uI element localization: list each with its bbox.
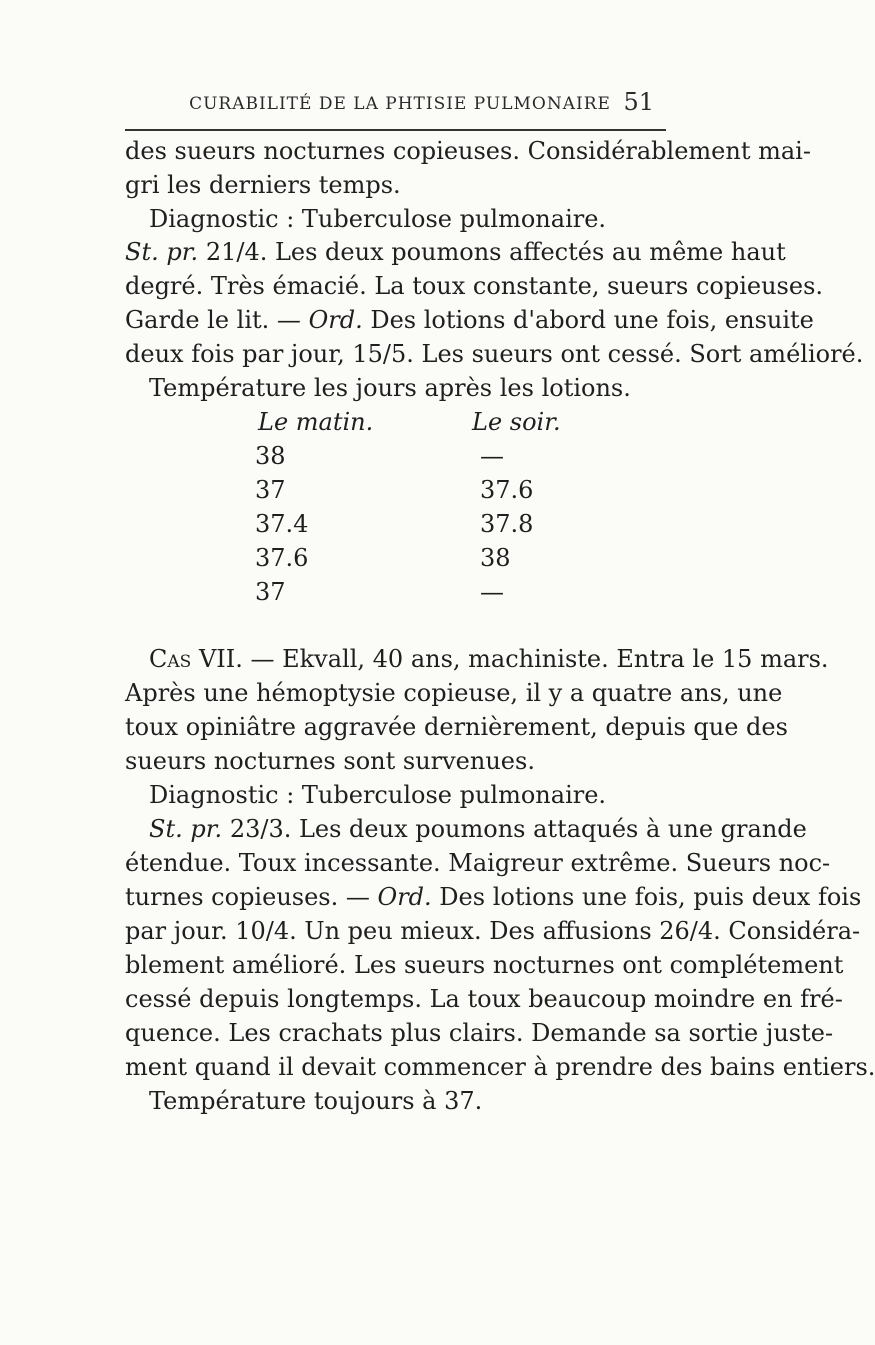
- text-line: quence. Les crachats plus clairs. Demande sa sortie juste-: [125, 1019, 834, 1047]
- ordonnance-abbreviation: Ord.: [308, 306, 363, 334]
- table-cell-evening: 37.6: [480, 476, 534, 504]
- text-line: étendue. Toux incessante. Maigreur extrême. Sueurs noc-: [125, 849, 831, 877]
- table-cell-evening: —: [480, 578, 504, 606]
- table-cell-evening: 38: [480, 544, 511, 572]
- diagnosis-line: Diagnostic : Tuberculose pulmonaire.: [149, 205, 607, 233]
- text-line: turnes copieuses. — Ord. Des lotions une fois, puis deux fois: [125, 883, 862, 911]
- case-label: Cas: [149, 645, 192, 673]
- text-line: Après une hémoptysie copieuse, il y a quatre ans, une: [125, 679, 783, 707]
- text-line: sueurs nocturnes sont survenues.: [125, 747, 535, 775]
- table-cell-morning: 37: [255, 578, 286, 606]
- table-cell-morning: 38: [255, 442, 286, 470]
- text-line: des sueurs nocturnes copieuses. Considérablement mai-: [125, 137, 811, 165]
- running-title: CURABILITÉ DE LA PHTISIE PULMONAIRE: [189, 94, 611, 114]
- text-line: St. pr. 23/3. Les deux poumons attaqués à une grande: [149, 815, 807, 843]
- text-line: cessé depuis longtemps. La toux beaucoup moindre en fré-: [125, 985, 843, 1013]
- table-cell-morning: 37.6: [255, 544, 309, 572]
- table-cell-evening: —: [480, 442, 504, 470]
- header-rule: [125, 129, 666, 131]
- case-heading-line: Cas VII. — Ekvall, 40 ans, machiniste. Entra le 15 mars.: [149, 645, 829, 673]
- text-line: degré. Très émacié. La toux constante, sueurs copieuses.: [125, 272, 824, 300]
- text-line: deux fois par jour, 15/5. Les sueurs ont cessé. Sort amélioré.: [125, 340, 864, 368]
- ordonnance-abbreviation: Ord.: [377, 883, 432, 911]
- column-header-morning: Le matin.: [258, 408, 374, 436]
- text-line: ment quand il devait commencer à prendre des bains entiers.: [125, 1053, 875, 1081]
- text-line: Température les jours après les lotions.: [149, 374, 631, 402]
- page-number: 51: [623, 88, 654, 116]
- diagnosis-line: Diagnostic : Tuberculose pulmonaire.: [149, 781, 607, 809]
- table-cell-morning: 37.4: [255, 510, 309, 538]
- text-line: St. pr. 21/4. Les deux poumons affectés au même haut: [125, 238, 786, 266]
- text-line: toux opiniâtre aggravée dernièrement, depuis que des: [125, 713, 788, 741]
- column-header-evening: Le soir.: [472, 408, 561, 436]
- status-abbreviation: St. pr.: [149, 815, 223, 843]
- status-abbreviation: St. pr.: [125, 238, 199, 266]
- text-line: par jour. 10/4. Un peu mieux. Des affusions 26/4. Considéra-: [125, 917, 861, 945]
- text-line: Température toujours à 37.: [149, 1087, 483, 1115]
- table-cell-morning: 37: [255, 476, 286, 504]
- text-line: blement amélioré. Les sueurs nocturnes ont complétement: [125, 951, 844, 979]
- table-cell-evening: 37.8: [480, 510, 534, 538]
- text-line: gri les derniers temps.: [125, 171, 401, 199]
- text-line: Garde le lit. — Ord. Des lotions d'abord une fois, ensuite: [125, 306, 814, 334]
